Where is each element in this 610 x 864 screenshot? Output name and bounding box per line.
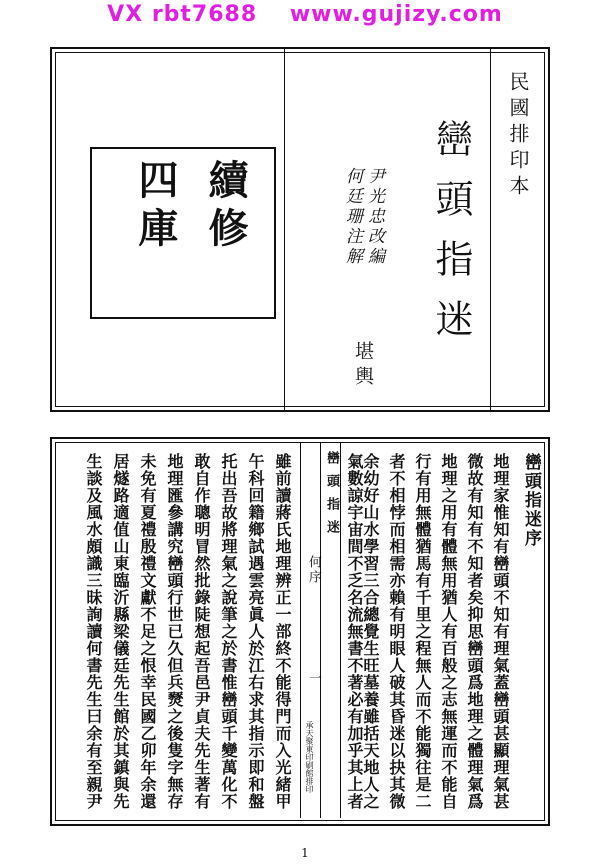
text-column: 微故有知有不知者矣抑思巒頭爲地理之體理氣爲 [465,453,484,810]
cover-divider [284,49,285,410]
seal-text: 續修 [202,159,249,255]
spine-column [300,443,340,818]
spine-publisher: 承天聚東印刷館排印 [305,721,314,793]
seal-box [90,147,276,319]
text-column: 余幼好山水學習三合總覺生旺墓養雖括天地人之 [361,453,380,810]
page-number: 1 [301,846,309,860]
spine-border [320,443,321,818]
spine-section: 何序 [306,555,321,585]
category-label: 堪輿 [352,341,374,391]
book-title: 巒頭指迷 [429,119,473,359]
text-column: 未免有夏禮殷禮文獻不足之恨幸民國乙卯年余還 [138,453,157,810]
text-column: 午科回籍鄉試遇雲亮眞人於江右求其指示即和盤 [246,453,265,810]
author-line: 何廷珊注解 [342,167,362,267]
text-column: 者不相悖而相需亦賴有明眼人破其昏迷以抉其微 [387,453,406,810]
text-column: 敢自作聰明冒然批錄陡想起吾邑尹貞夫先生著有 [192,453,211,810]
watermark-site: www.gujizy.com [289,2,503,27]
edition-label: 民國排印本 [506,71,530,201]
text-column: 地理之用有體無用猶人有百般之志無運而不能自 [439,453,458,810]
watermark-contact: VX rbt7688 [107,2,258,27]
text-column: 行有用無體猶馬有千里之程無人而不能獨往是二 [413,453,432,810]
watermark [0,2,610,27]
author-line: 尹光忠改編 [364,167,384,267]
seal-text: 四庫 [132,159,179,255]
text-column: 地理家惟知有巒頭不知有理氣蓋巒頭甚顯理氣甚 [491,453,510,810]
text-column: 氣數諒宇宙間不乏名流無書不著必有加乎其上者 [345,453,364,810]
spine-border [300,443,301,818]
cover-divider [490,49,491,410]
text-column: 居燧路適值山東臨沂縣梁儀廷先生館於其鎮與先 [111,453,130,810]
spine-page-number: 一 [306,671,321,684]
text-column: 雖前讀蔣氏地理辨正一部終不能得門而入光緒甲 [273,453,292,810]
preface-heading: 巒頭指迷序 [521,453,541,548]
text-page [50,437,550,826]
text-column: 生談及風水頗識三昧詢讀何書先生曰余有至親尹 [84,453,103,810]
spine-border [340,443,341,818]
text-column: 托出吾故將理氣之說筆之於書惟巒頭千變萬化不 [219,453,238,810]
spine-title: 巒頭指迷 [324,451,339,543]
text-column: 地理匯參講究巒頭行世已久但兵燹之後隻字無存 [165,453,184,810]
cover-panel [50,47,550,412]
